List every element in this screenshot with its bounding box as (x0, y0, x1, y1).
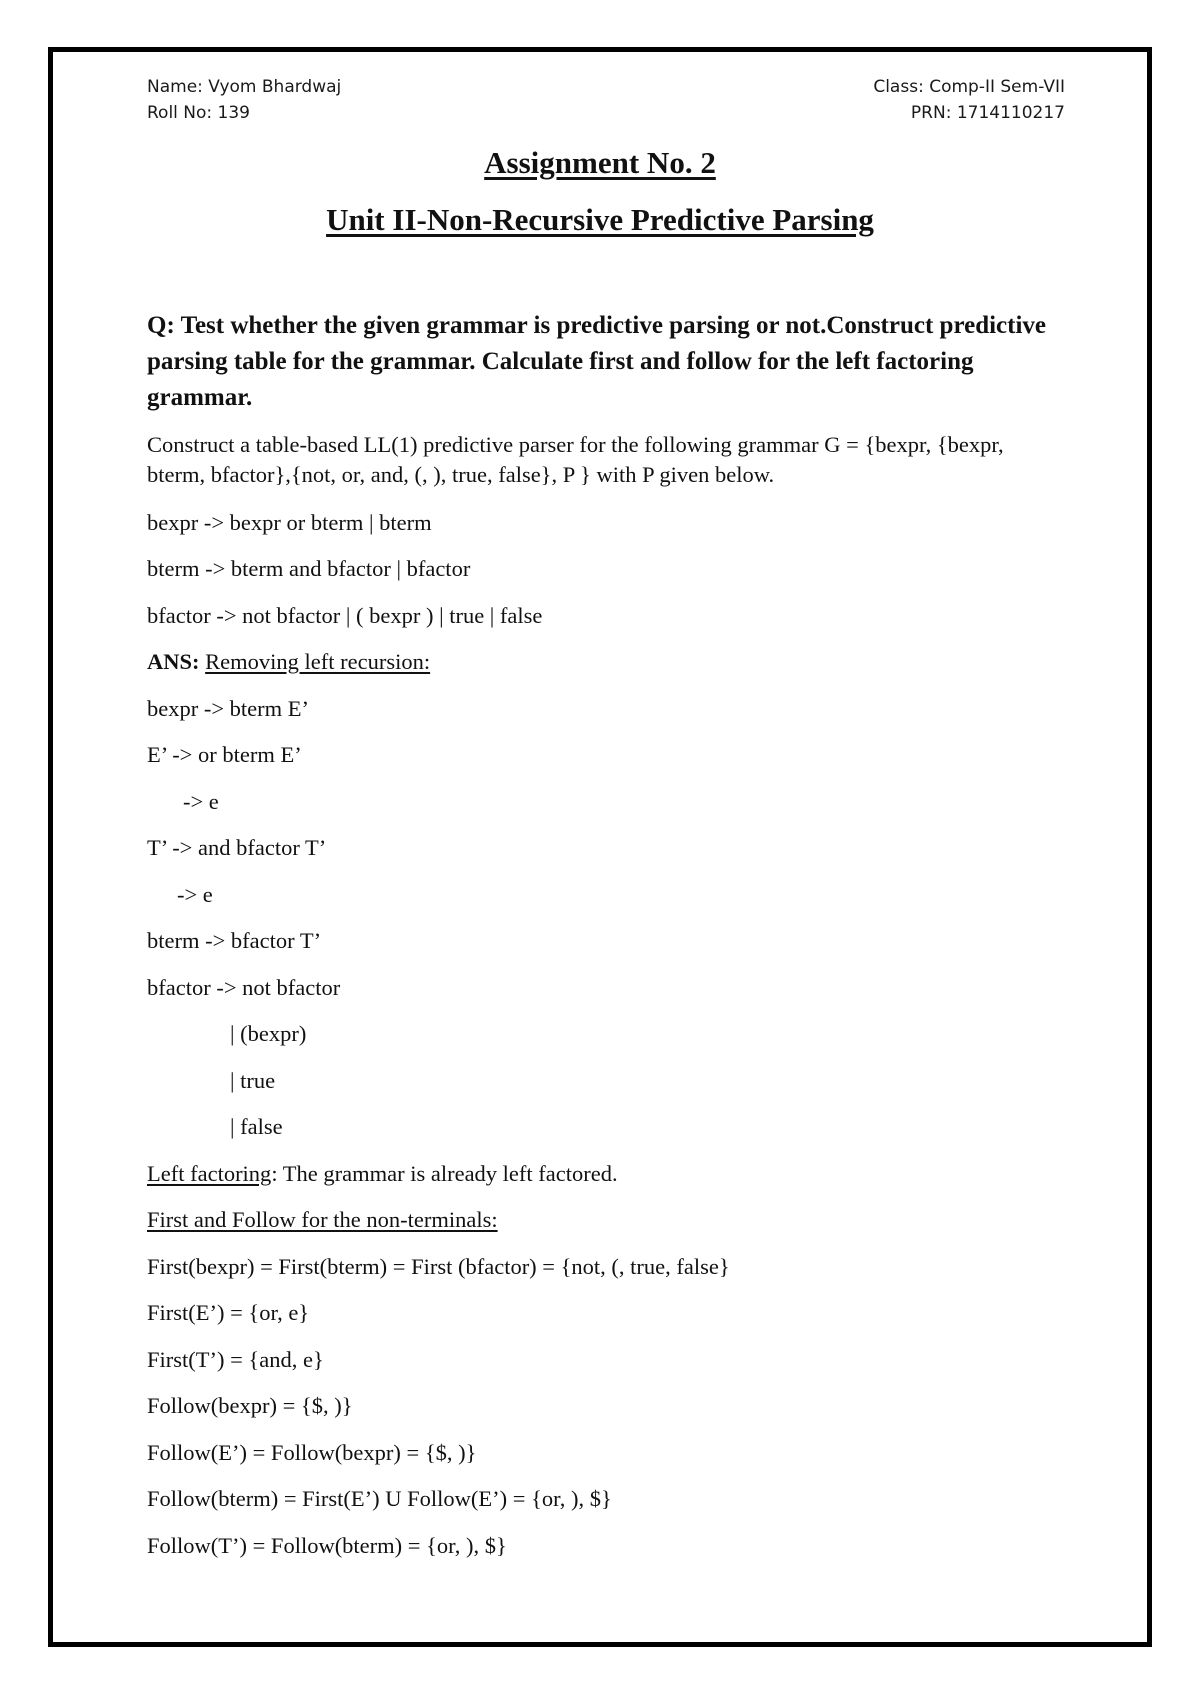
first-bexpr: First(bexpr) = First(bterm) = First (bfactor) = {not, (, true, false} (147, 1254, 730, 1279)
rule-bexpr: bexpr -> bterm E’ (147, 696, 310, 721)
answer-heading (147, 647, 430, 677)
follow-e-prime: Follow(E’) = Follow(bexpr) = {$, )} (147, 1440, 477, 1465)
rule-bfactor: bfactor -> not bfactor (147, 975, 341, 1000)
follow-bexpr: Follow(bexpr) = {$, )} (147, 1393, 353, 1418)
rule-t-prime-epsilon: -> e (177, 882, 213, 907)
follow-bterm: Follow(bterm) = First(E’) U Follow(E’) = {or, ), $} (147, 1486, 612, 1511)
class-label: Class: Comp-II Sem-VII (873, 77, 1065, 97)
unit-title: Unit II-Non-Recursive Predictive Parsing (326, 202, 874, 237)
rule-bterm: bterm -> bfactor T’ (147, 928, 322, 953)
grammar-rule-bterm: bterm -> bterm and bfactor | bfactor (147, 556, 471, 581)
follow-t-prime: Follow(T’) = Follow(bterm) = {or, ), $} (147, 1533, 507, 1558)
left-factoring-label: Left factoring (147, 1161, 272, 1186)
roll-number: Roll No: 139 (147, 103, 250, 123)
first-e-prime: First(E’) = {or, e} (147, 1300, 310, 1325)
student-name: Name: Vyom Bhardwaj (147, 77, 342, 97)
rule-bfactor-paren: | (bexpr) (230, 1021, 307, 1046)
first-follow-heading: First and Follow for the non-terminals: (147, 1207, 498, 1232)
left-recursion-heading: Removing left recursion: (205, 649, 431, 674)
student-info (147, 74, 341, 126)
rule-bfactor-true: | true (230, 1068, 276, 1093)
answer-label: ANS: (147, 649, 200, 674)
question-text: Q: Test whether the given grammar is predictive parsing or not.Construct predictive parsing table for the grammar. Calculate first and follow for the left factoring grammar. (147, 312, 1047, 411)
rule-t-prime: T’ -> and bfactor T’ (147, 835, 327, 860)
prn-number: PRN: 1714110217 (910, 103, 1065, 123)
first-t-prime: First(T’) = {and, e} (147, 1347, 324, 1372)
left-factoring-line (147, 1159, 618, 1189)
assignment-title: Assignment No. 2 (484, 145, 716, 180)
rule-bfactor-false: | false (230, 1114, 283, 1139)
class-info (873, 74, 1065, 126)
grammar-rule-bfactor: bfactor -> not bfactor | ( bexpr ) | true | false (147, 603, 543, 628)
left-factoring-text: : The grammar is already left factored. (271, 1161, 618, 1186)
rule-e-prime: E’ -> or bterm E’ (147, 742, 302, 767)
rule-e-prime-epsilon: -> e (183, 789, 219, 814)
intro-paragraph: Construct a table-based LL(1) predictive parser for the following grammar G = {bexpr, {bexpr, bterm, bfactor},{not, or, and, (, ), true, false}, P } with P given below. (147, 432, 1004, 487)
grammar-rule-bexpr: bexpr -> bexpr or bterm | bterm (147, 510, 432, 535)
